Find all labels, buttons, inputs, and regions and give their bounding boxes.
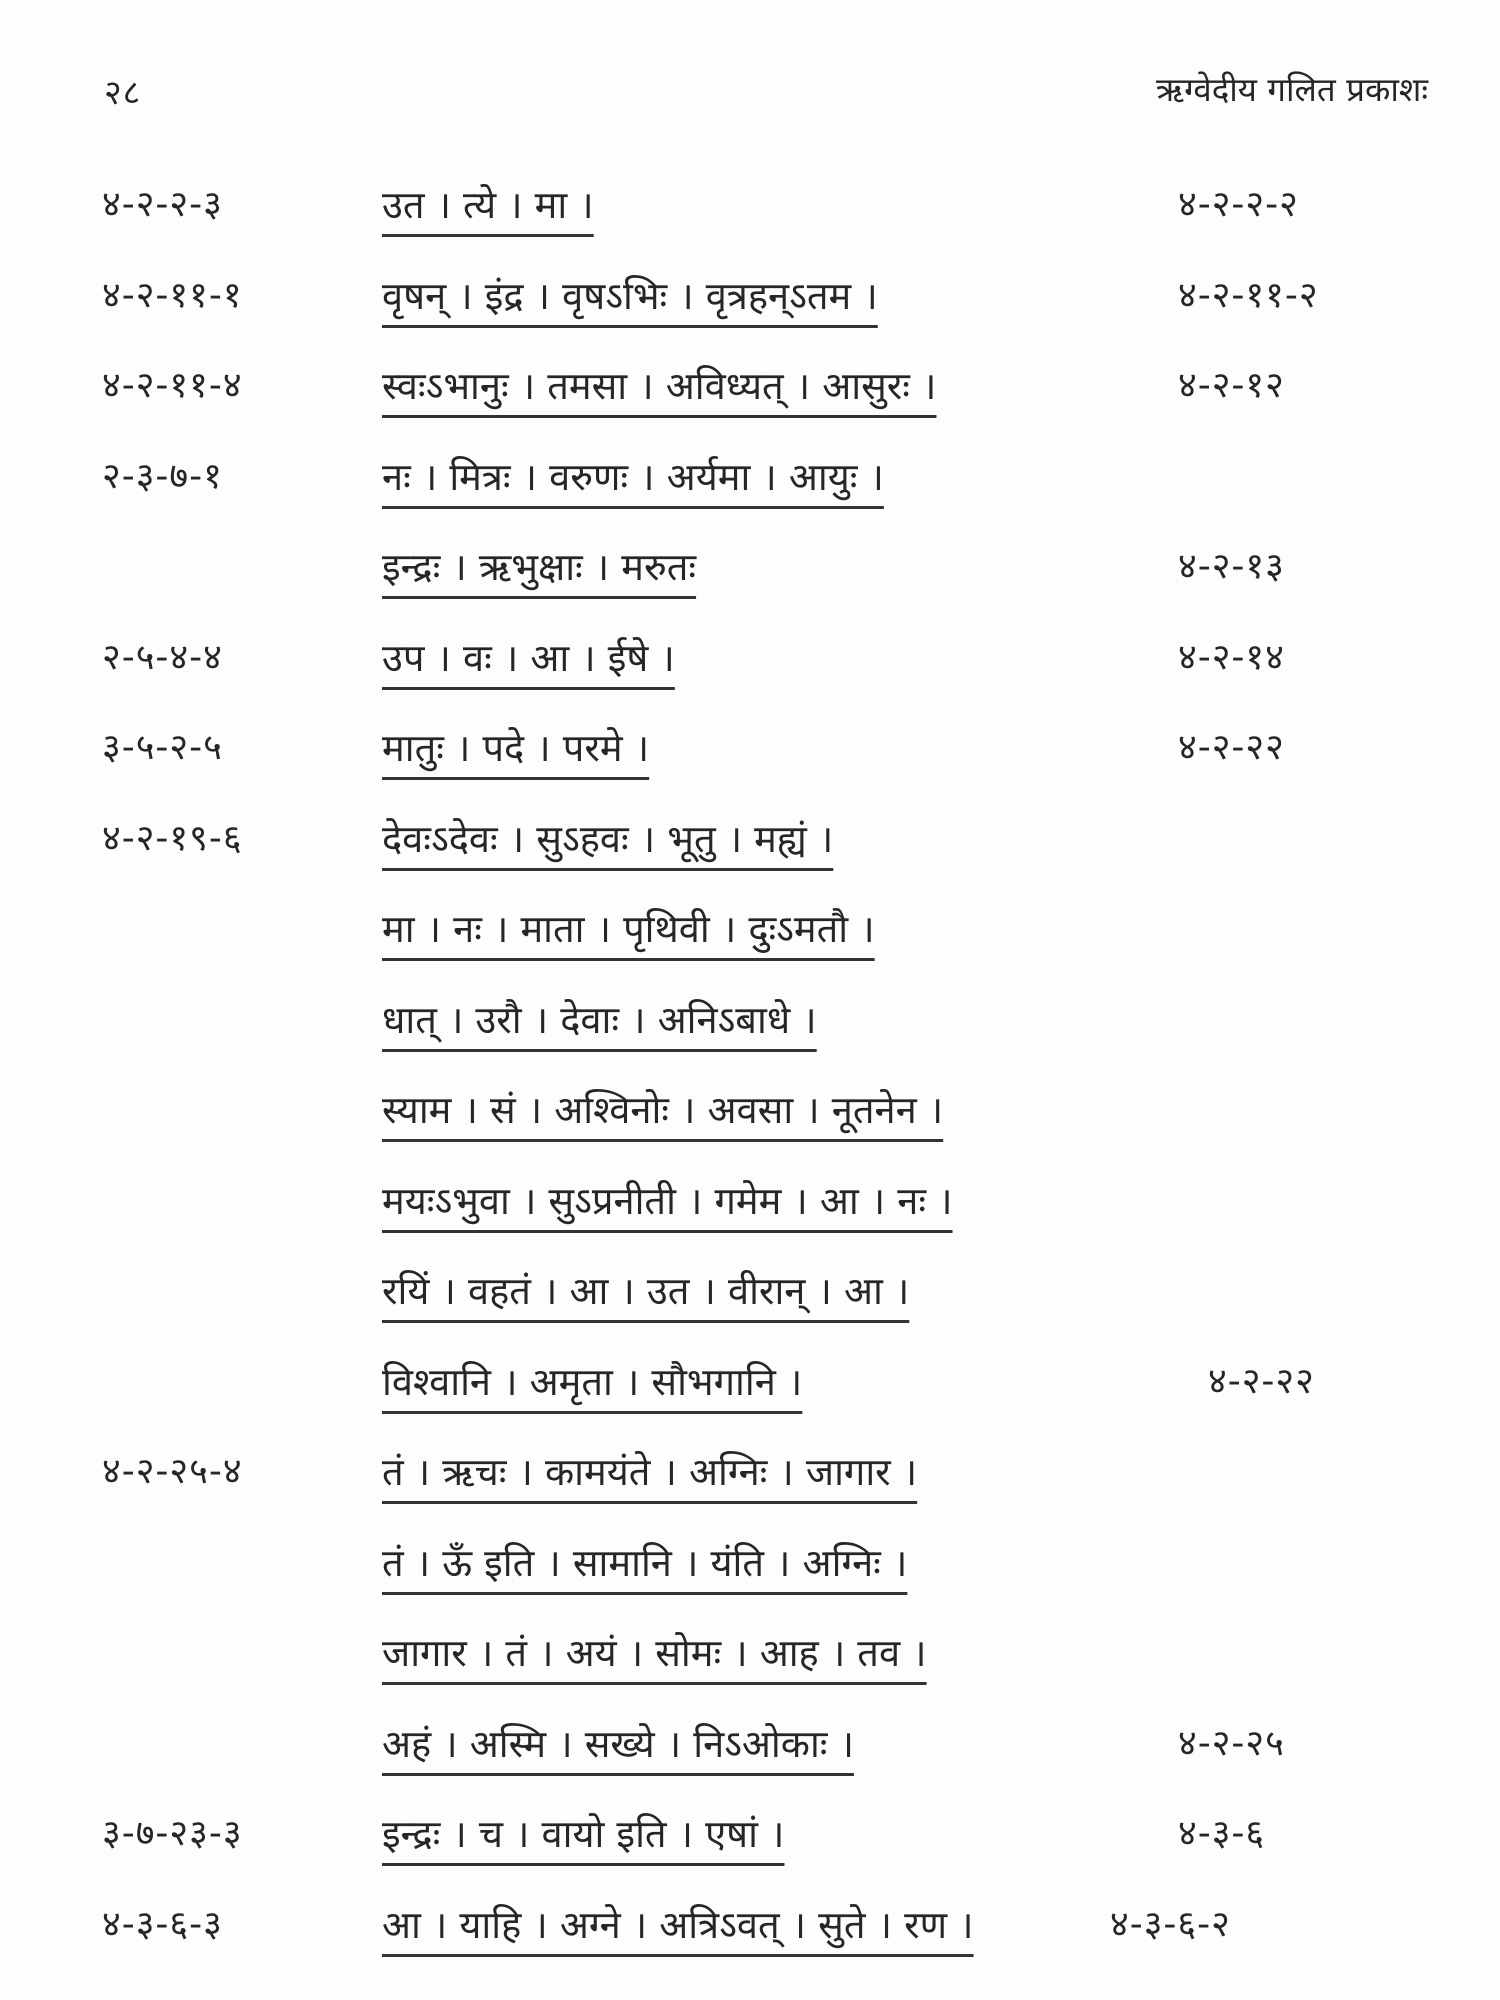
entry-row <box>0 812 1500 903</box>
verse-text: विश्वानि । अमृता । सौभगानि । <box>382 1359 803 1404</box>
right-reference: ४-२-२२ <box>1208 1360 1315 1402</box>
left-reference: ४-२-११-४ <box>102 365 243 406</box>
entry-row <box>0 1536 1500 1627</box>
right-reference: ४-२-११-२ <box>1178 274 1319 316</box>
verse-text: इन्द्रः । च । वायो इति । एषां । <box>382 1812 785 1856</box>
verse-text: उत । त्ये । मा । <box>382 183 594 227</box>
left-reference: ४-३-६-३ <box>102 1903 223 1945</box>
verse-text: अहं । अस्मि । सख्ये । निऽओकाः । <box>382 1721 854 1766</box>
right-reference: ४-२-२५ <box>1178 1722 1285 1764</box>
left-reference: २-३-७-१ <box>102 455 223 497</box>
page-number: २८ <box>104 73 142 113</box>
verse-text: स्याम । सं । अश्विनोः । अवसा । नूतनेन । <box>382 1088 944 1132</box>
entry-row <box>0 359 1500 450</box>
verse-text: आ । याहि । अग्ने । अत्रिऽवत् । सुते । रण । <box>382 1902 974 1947</box>
right-reference: ४-२-२-२ <box>1178 184 1299 225</box>
entry-row <box>0 1264 1500 1355</box>
verse-text: वृषन् । इंद्र । वृषऽभिः । वृत्रहन्ऽतम । <box>382 273 878 318</box>
entry-row <box>0 1626 1500 1717</box>
entry-row <box>0 721 1500 812</box>
right-reference: ४-२-१४ <box>1178 636 1285 678</box>
verse-text: देवःऽदेवः । सुऽहवः । भूतु । मह्यं । <box>382 816 834 861</box>
verse-text: तं । ऋचः । कामयंते । अग्निः । जागार । <box>382 1450 918 1494</box>
verse-text: नः । मित्रः । वरुणः । अर्यमा । आयुः । <box>382 454 884 499</box>
right-reference: ४-२-२२ <box>1178 727 1285 768</box>
verse-text: धात् । उरौ । देवाः । अनिऽबाधे । <box>382 997 817 1042</box>
right-reference: ४-२-१२ <box>1178 365 1285 406</box>
left-reference: ४-२-११-१ <box>102 274 243 316</box>
entry-row <box>0 631 1500 722</box>
verse-text: मातुः । पदे । परमे । <box>382 726 650 770</box>
verse-text: जागार । तं । अयं । सोमः । आह । तव । <box>382 1631 927 1675</box>
verse-text: स्वःऽभानुः । तमसा । अविध्यत् । आसुरः । <box>382 364 937 408</box>
verse-text: मयःऽभुवा । सुऽप्रनीती । गमेम । आ । नः । <box>382 1178 953 1223</box>
verse-text: रयिं । वहतं । आ । उत । वीरान् । आ । <box>382 1269 910 1313</box>
right-reference: ४-३-६-२ <box>1110 1903 1231 1945</box>
entry-row <box>0 178 1500 269</box>
entry-row <box>0 993 1500 1084</box>
left-reference: २-५-४-४ <box>102 636 223 678</box>
verse-text: तं । ऊँ इति । सामानि । यंति । अग्निः । <box>382 1540 908 1585</box>
left-reference: ४-२-१९-६ <box>102 817 243 859</box>
left-reference: ४-२-२-३ <box>102 184 223 225</box>
right-reference: ४-२-१३ <box>1178 546 1285 587</box>
left-reference: ३-५-२-५ <box>102 727 223 768</box>
entry-row <box>0 1174 1500 1265</box>
right-reference: ४-३-६ <box>1178 1813 1266 1854</box>
verse-entries <box>0 178 1500 1988</box>
left-reference: ३-७-२३-३ <box>102 1813 243 1854</box>
entry-row <box>0 1355 1500 1446</box>
entry-row <box>0 1083 1500 1174</box>
running-title: ऋग्वेदीय गलित प्रकाशः <box>1155 70 1428 109</box>
entry-row <box>0 450 1500 541</box>
verse-text: मा । नः । माता । पृथिवी । दुःऽमतौ । <box>382 907 875 951</box>
entry-row <box>0 1898 1500 1989</box>
entry-row <box>0 1807 1500 1898</box>
entry-row <box>0 269 1500 360</box>
entry-row <box>0 1445 1500 1536</box>
verse-text: इन्द्रः । ऋभुक्षाः । मरुतः <box>382 545 697 589</box>
entry-row <box>0 540 1500 631</box>
entry-row <box>0 902 1500 993</box>
verse-text: उप । वः । आ । ईषे । <box>382 635 675 680</box>
entry-row <box>0 1717 1500 1808</box>
left-reference: ४-२-२५-४ <box>102 1451 243 1492</box>
